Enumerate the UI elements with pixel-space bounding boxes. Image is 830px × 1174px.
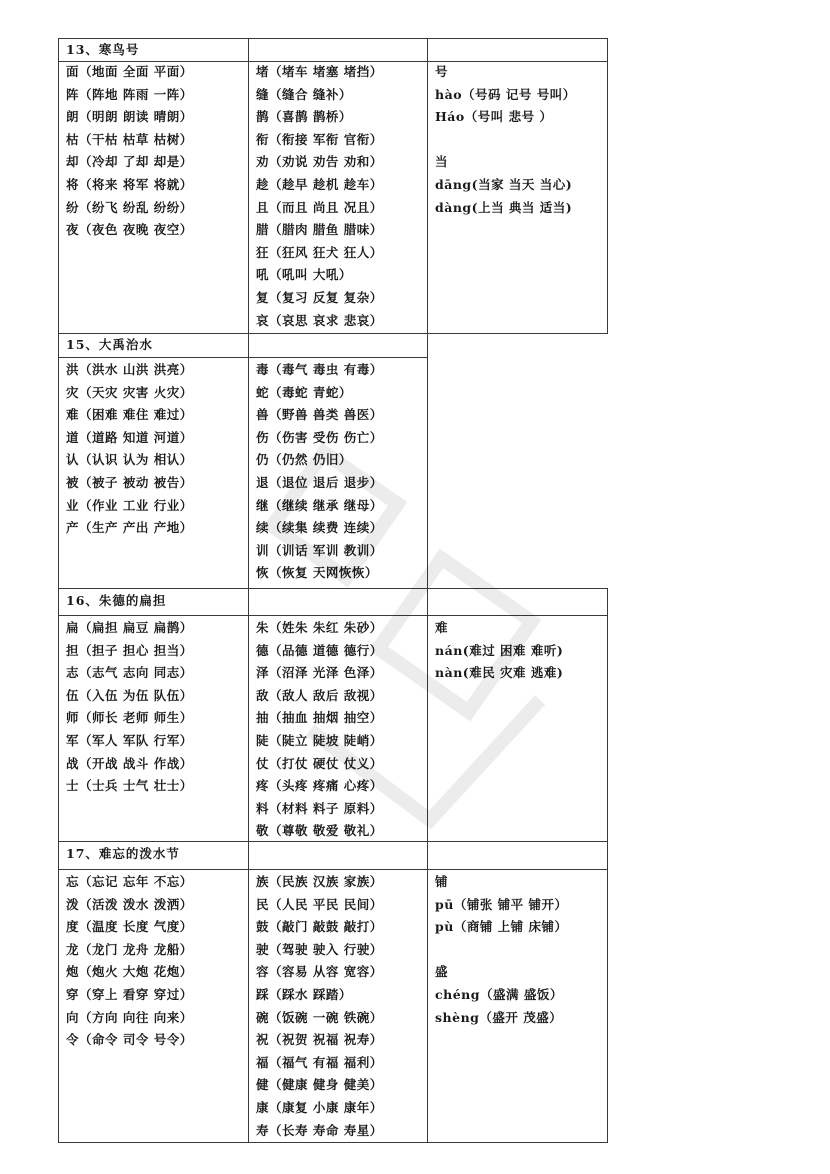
vocab-entry: 陡（陡立 陡坡 陡峭） — [256, 733, 383, 748]
vocab-entry: 仍（仍然 仍旧） — [256, 452, 352, 468]
vocab-entry: 却（冷却 了却 却是） — [66, 154, 193, 170]
vocab-entry: chéng（盛满 盛饭） — [435, 987, 563, 1002]
vocab-entry: Háo（号叫 悲号 ） — [435, 109, 553, 125]
vocab-entry: 难 — [435, 620, 449, 635]
vocab-entry: 疼（头疼 疼痛 心疼） — [256, 778, 383, 794]
vocab-entry: 碗（饭碗 一碗 铁碗） — [256, 1009, 383, 1025]
vocab-entry: 伤（伤害 受伤 伤亡） — [256, 429, 383, 445]
vocab-entry: 道（道路 知道 河道） — [66, 429, 193, 445]
vocab-entry: nán(难过 困难 难听) — [435, 642, 564, 658]
vocab-entry: 容（容易 从容 宽容） — [256, 964, 383, 980]
vocab-entry: 度（温度 长度 气度） — [66, 919, 193, 935]
vocab-entry: hào（号码 记号 号叫） — [435, 86, 576, 102]
vocab-entry: 哀（哀思 哀求 悲哀） — [256, 312, 383, 328]
vocab-entry: 康（康复 小康 康年） — [256, 1100, 383, 1115]
vocab-entry: 祝（祝贺 祝福 祝寿） — [256, 1032, 383, 1048]
vocab-entry: 龙（龙门 龙舟 龙船） — [66, 941, 193, 957]
vocab-entry: 担（担子 担心 担当） — [66, 642, 193, 658]
table-rule — [58, 333, 608, 334]
vocab-entry: 退（退位 退后 退步） — [256, 475, 383, 490]
vocab-entry: 敌（敌人 敌后 敌视） — [256, 687, 383, 703]
vocab-entry: 泼（活泼 泼水 泼洒） — [66, 896, 193, 912]
vocab-entry: 泽（沼泽 光泽 色泽） — [256, 665, 383, 681]
vocab-entry: 劝（劝说 劝告 劝和） — [256, 154, 383, 170]
vocab-entry: 军（军人 军队 行军） — [66, 733, 193, 748]
vocab-entry: 缝（缝合 缝补） — [256, 86, 352, 102]
vocab-entry: 纷（纷飞 纷乱 纷纷） — [66, 199, 193, 215]
vocab-entry: 健（健康 健身 健美） — [256, 1077, 383, 1093]
vocab-entry: 且（而且 尚且 况且） — [256, 199, 383, 215]
vocab-entry: 继（继续 继承 继母） — [256, 497, 383, 513]
vocab-entry: 踩（踩水 踩踏） — [256, 987, 352, 1002]
vocab-entry: 向（方向 向往 向来） — [66, 1009, 193, 1025]
vocab-entry: 灾（天灾 灾害 火灾） — [66, 384, 193, 400]
vocab-entry: 铺 — [435, 874, 449, 889]
vocab-entry: 复（复习 反复 复杂） — [256, 290, 383, 305]
vocab-entry: 难（困难 难住 难过） — [66, 407, 193, 423]
vocab-entry: 将（将来 将军 将就） — [66, 177, 193, 192]
vocab-entry: 福（福气 有福 福利） — [256, 1054, 383, 1070]
vocab-entry: 鼓（敲门 敲鼓 敲打） — [256, 919, 383, 935]
section-title: 13、寒鸟号 — [66, 42, 140, 57]
vocab-entry: 夜（夜色 夜晚 夜空） — [66, 222, 193, 238]
vocab-entry: 驶（驾驶 驶入 行驶） — [256, 941, 383, 957]
vocab-entry: 洪（洪水 山洪 洪亮） — [66, 362, 193, 377]
table-rule — [58, 841, 608, 842]
table-rule — [58, 61, 608, 62]
section-title: 17、难忘的泼水节 — [66, 846, 180, 861]
vocab-entry: 训（训话 军训 教训） — [256, 542, 383, 558]
vocab-entry: 令（命令 司令 号令） — [66, 1032, 193, 1048]
vocab-entry: 士（士兵 士气 壮士） — [66, 778, 193, 794]
vocab-entry: 毒（毒气 毒虫 有毒） — [256, 362, 383, 377]
vocab-entry: 堵（堵车 堵塞 堵挡） — [256, 64, 383, 79]
vocab-entry: 恢（恢复 天网恢恢） — [256, 565, 378, 581]
table-rule — [58, 38, 59, 1143]
vocab-entry: 认（认识 认为 相认） — [66, 452, 193, 468]
vocab-entry: 朱（姓朱 朱红 朱砂） — [256, 620, 383, 635]
table-rule — [58, 1142, 608, 1143]
vocab-entry: 德（品德 道德 德行） — [256, 642, 383, 658]
table-rule — [248, 38, 249, 1143]
vocab-entry: 兽（野兽 兽类 兽医） — [256, 407, 383, 423]
vocab-entry: pū（铺张 铺平 铺开） — [435, 896, 568, 912]
vocab-entry: 扁（扁担 扁豆 扁鹊） — [66, 620, 193, 635]
vocab-entry: 朗（明朗 朗读 晴朗） — [66, 109, 193, 125]
table-rule — [607, 38, 608, 334]
vocab-entry: 师（师长 老师 师生） — [66, 710, 193, 726]
vocab-entry: 产（生产 产出 产地） — [66, 520, 193, 536]
vocab-entry: 寿（长寿 寿命 寿星） — [256, 1122, 383, 1138]
vocab-entry: 续（续集 续费 连续） — [256, 520, 383, 536]
vocab-entry: 趁（趁早 趁机 趁车） — [256, 177, 383, 192]
vocab-entry: 料（材料 料子 原料） — [256, 800, 383, 816]
vocab-entry: dāng(当家 当天 当心) — [435, 177, 573, 192]
section-title: 16、朱德的扁担 — [66, 593, 167, 608]
vocab-entry: 吼（吼叫 大吼） — [256, 267, 352, 283]
vocab-entry: 民（人民 平民 民间） — [256, 896, 383, 912]
vocab-entry: 狂（狂风 狂犬 狂人） — [256, 244, 383, 260]
vocab-entry: 穿（穿上 看穿 穿过） — [66, 987, 193, 1002]
vocab-entry: 抽（抽血 抽烟 抽空） — [256, 710, 383, 726]
vocab-entry: 忘（忘记 忘年 不忘） — [66, 874, 193, 889]
vocab-entry: nàn(难民 灾难 逃难) — [435, 665, 564, 681]
section-title: 15、大禹治水 — [66, 337, 153, 352]
vocab-entry: 衔（衔接 军衔 官衔） — [256, 131, 383, 147]
table-rule — [58, 869, 608, 870]
vocab-entry: 腊（腊肉 腊鱼 腊味） — [256, 222, 383, 238]
table-rule — [58, 588, 608, 589]
vocab-entry: 被（被子 被动 被告） — [66, 475, 193, 490]
vocab-entry: shèng（盛开 茂盛） — [435, 1009, 563, 1025]
vocab-entry: 业（作业 工业 行业） — [66, 497, 193, 513]
vocab-entry: pù（商铺 上铺 床铺） — [435, 919, 568, 935]
vocab-entry: 号 — [435, 64, 449, 79]
table-rule — [58, 38, 608, 39]
vocab-entry: 阵（阵地 阵雨 一阵） — [66, 86, 193, 102]
vocab-entry: 鹊（喜鹊 鹊桥） — [256, 109, 352, 125]
vocab-entry: dàng(上当 典当 适当) — [435, 199, 573, 215]
vocab-entry: 盛 — [435, 964, 449, 980]
table-rule — [427, 38, 428, 1143]
table-rule — [58, 357, 428, 358]
vocab-entry: 志（志气 志向 同志） — [66, 665, 193, 681]
vocab-entry: 枯（干枯 枯草 枯树） — [66, 131, 193, 147]
vocab-entry: 蛇（毒蛇 青蛇） — [256, 384, 352, 400]
vocab-entry: 战（开战 战斗 作战） — [66, 755, 193, 771]
vocab-entry: 敬（尊敬 敬爱 敬礼） — [256, 823, 383, 839]
table-rule — [58, 615, 608, 616]
table-rule — [607, 588, 608, 1143]
vocab-entry: 族（民族 汉族 家族） — [256, 874, 383, 889]
vocab-entry: 炮（炮火 大炮 花炮） — [66, 964, 193, 980]
vocab-entry: 仗（打仗 硬仗 仗义） — [256, 755, 383, 771]
vocab-entry: 面（地面 全面 平面） — [66, 64, 193, 79]
vocab-entry: 当 — [435, 154, 449, 170]
vocab-entry: 伍（入伍 为伍 队伍） — [66, 687, 193, 703]
